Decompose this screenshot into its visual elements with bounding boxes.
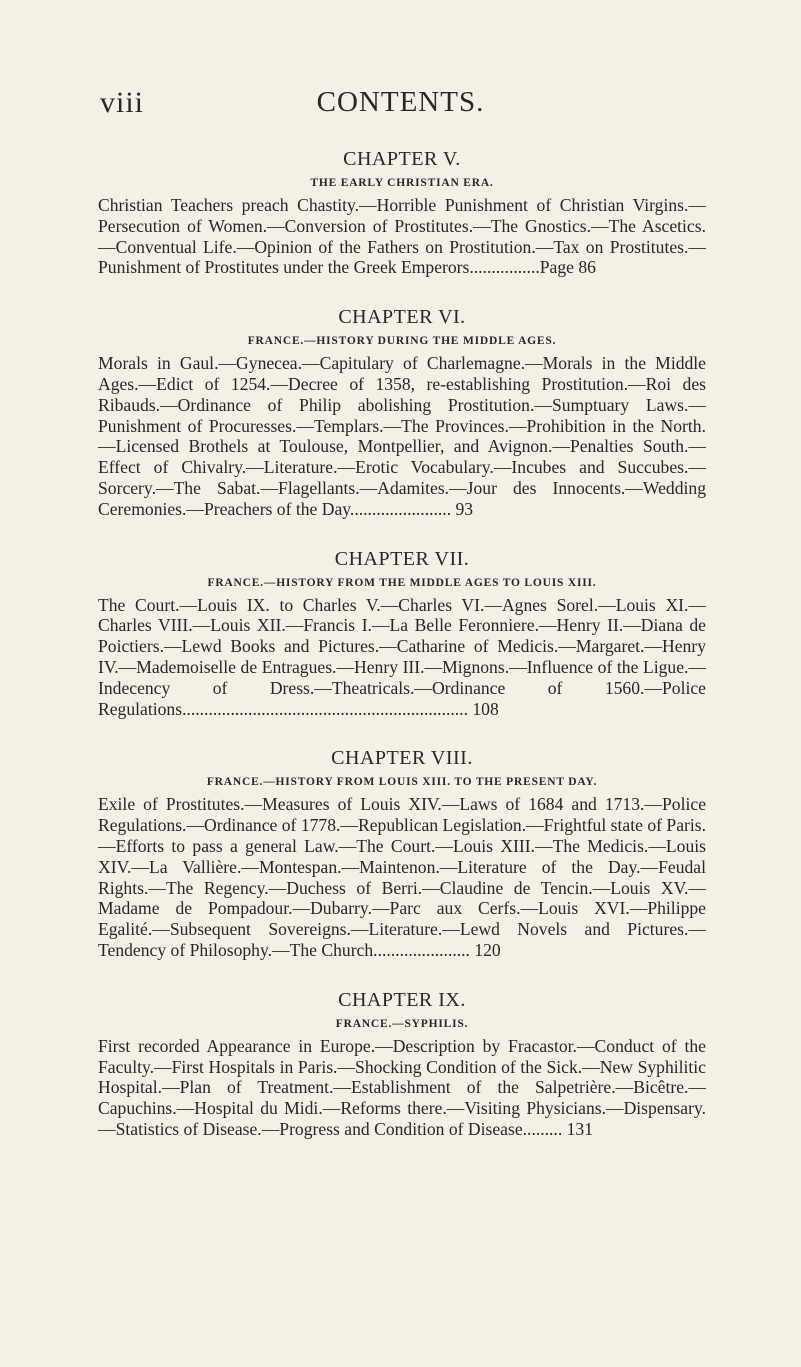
running-head: CONTENTS. bbox=[316, 86, 485, 118]
chapter-page-ref: ................Page 86 bbox=[469, 257, 596, 278]
chapter-title: CHAPTER IX. bbox=[338, 988, 466, 1011]
chapter-subtitle: FRANCE.—HISTORY FROM LOUIS XIII. TO THE PRESENT DAY. bbox=[206, 776, 598, 789]
chapter-title: CHAPTER V. bbox=[343, 148, 461, 170]
chapter-subtitle: FRANCE.—HISTORY DURING THE MIDDLE AGES. bbox=[247, 335, 557, 348]
chapter-entry bbox=[98, 745, 706, 960]
chapter-summary bbox=[98, 195, 706, 278]
chapter-entry bbox=[98, 987, 706, 1140]
chapter-entry bbox=[98, 146, 706, 278]
page-header bbox=[0, 86, 801, 126]
chapter-summary bbox=[98, 1036, 706, 1140]
chapter-summary bbox=[98, 595, 706, 720]
chapter-summary-text: Exile of Prostitutes.—Measures of Louis XIV.—Laws of 1684 and 1713.—Police Regulations.—Ordinance of 1778.—Republican Legislation.—Frightful state of Paris.—Efforts to pass a general Law.—The Court.—Louis XIII.—The Medicis.—Louis XIV.—La Vallière.—Montespan.—Maintenon.—Literature of the Day.—Feudal Rights.—The Regency.—Duchess of Berri.—Claudine de Tencin.—Louis XV.—Madame de Pompadour.—Dubarry.—Parc aux Cerfs.—Louis XVI.—Philippe Egalité.—Subsequent Sovereigns.—Literature.—Lewd Novels and Pictures.—Tendency of Philosophy.—The Church bbox=[98, 794, 706, 960]
chapter-summary-text: First recorded Appearance in Europe.—Description by Fracastor.—Conduct of the Faculty.—First Hospitals in Paris.—Shocking Condition of the Sick.—New Syphilitic Hospital.—Plan of Treatment.—Establishment of the Salpetrière.—Bicêtre.—Capuchins.—Hospital du Midi.—Reforms there.—Visiting Physicians.—Dispensary.—Statistics of Disease.—Progress and Condition of Disease bbox=[98, 1035, 706, 1139]
chapter-subtitle: FRANCE.—HISTORY FROM THE MIDDLE AGES TO LOUIS XIII. bbox=[207, 576, 597, 589]
chapter-subtitle: FRANCE.—SYPHILIS. bbox=[335, 1017, 469, 1030]
chapter-page-ref: ....................... 93 bbox=[349, 498, 474, 519]
chapter-title: CHAPTER VI. bbox=[338, 306, 466, 329]
chapter-title: CHAPTER VIII. bbox=[331, 747, 473, 770]
chapter-page-ref: ................................................................. 108 bbox=[182, 698, 499, 719]
chapter-summary-text: Christian Teachers preach Chastity.—Horrible Punishment of Christian Virgins.—Persecution of Women.—Conversion of Prostitutes.—The Gnostics.—The Ascetics.—Conventual Life.—Opinion of the Fathers on Prostitution.—Tax on Prostitutes.—Punishment of Prostitutes under the Greek Emperors bbox=[98, 195, 706, 278]
chapter-summary-text: Morals in Gaul.—Gynecea.—Capitulary of Charlemagne.—Morals in the Middle Ages.—Edict of 1254.—Decree of 1358, re-establishing Prostitution.—Roi des Ribauds.—Ordinance of Philip abolishing Prostitution.—Sumptuary Laws.—Punishment of Procuresses.—Templars.—The Provinces.—Prohibition in the North.—Licensed Brothels at Toulouse, Montpellier, and Avignon.—Penalties South.—Effect of Chivalry.—Literature.—Erotic Vocabulary.—Incubes and Succubes.—Sorcery.—The Sabat.—Flagellants.—Adamites.—Jour des Innocents.—Wedding Ceremonies.—Preachers of the Day bbox=[98, 353, 706, 519]
chapter-summary bbox=[98, 794, 706, 960]
contents-list bbox=[98, 146, 706, 1166]
chapter-summary bbox=[98, 353, 706, 519]
chapter-entry bbox=[98, 546, 706, 720]
chapter-subtitle: THE EARLY CHRISTIAN ERA. bbox=[310, 177, 494, 189]
page-number: viii bbox=[100, 86, 145, 119]
chapter-entry bbox=[98, 304, 706, 519]
chapter-page-ref: ......... 131 bbox=[522, 1118, 594, 1139]
chapter-title: CHAPTER VII. bbox=[334, 547, 470, 570]
chapter-summary-text: The Court.—Louis IX. to Charles V.—Charles VI.—Agnes Sorel.—Louis XI.—Charles VIII.—Louis XII.—Francis I.—La Belle Feronniere.—Henry II.—Diana de Poictiers.—Lewd Books and Pictures.—Catharine of Medicis.—Margaret.—Henry IV.—Mademoiselle de Entragues.—Henry III.—Mignons.—Influence of the Ligue.—Indecency of Dress.—Theatricals.—Ordinance of 1560.—Police Regulations bbox=[98, 594, 706, 719]
chapter-page-ref: ...................... 120 bbox=[373, 939, 501, 960]
